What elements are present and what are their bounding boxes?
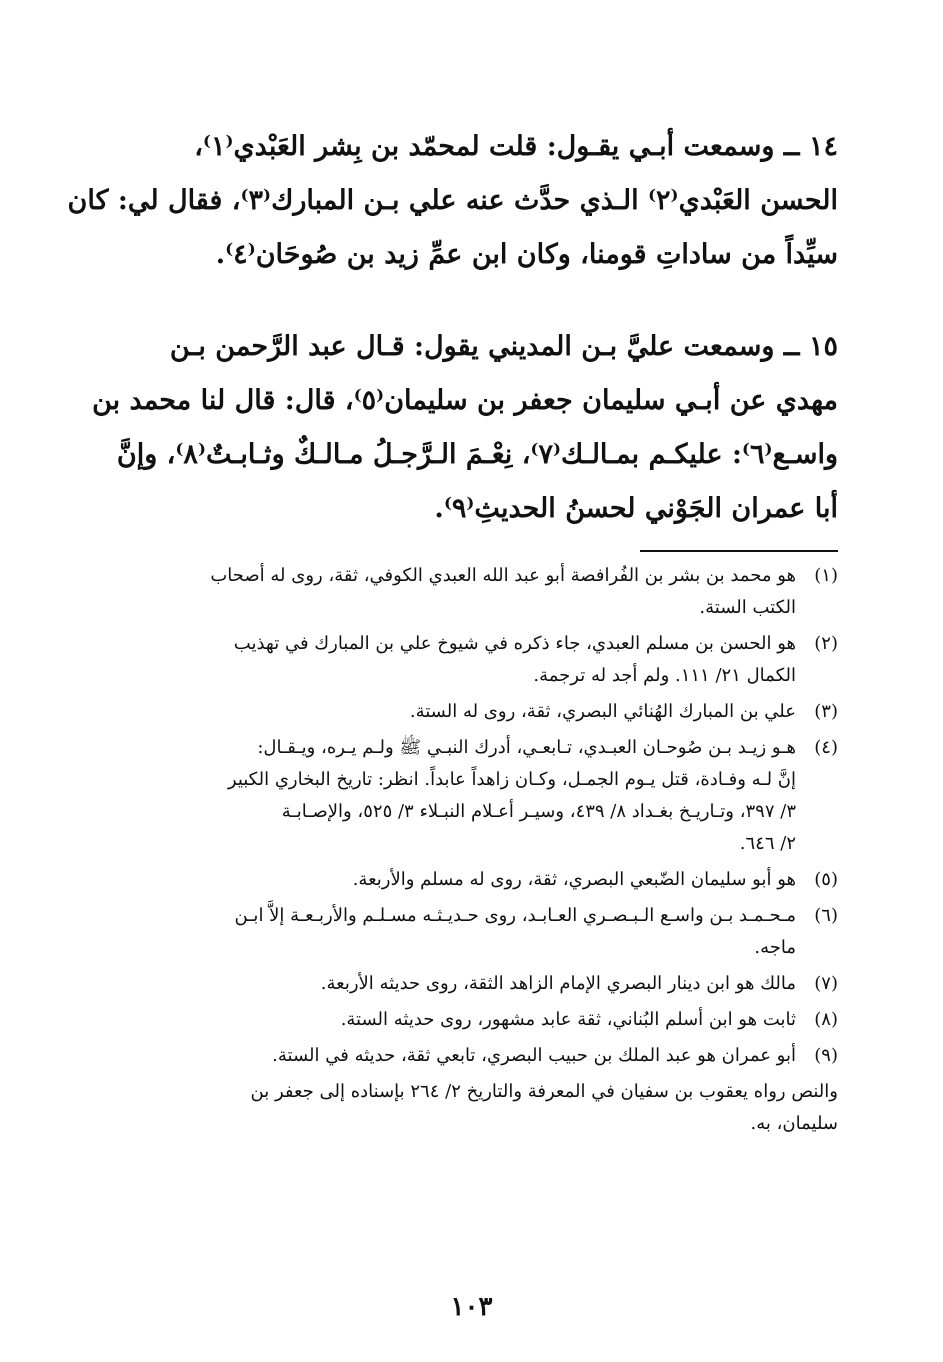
footnote-5 bbox=[108, 864, 838, 896]
footnote-7 bbox=[108, 968, 838, 1000]
closing-note bbox=[108, 1076, 838, 1140]
footnote-number: (٥) bbox=[814, 869, 838, 890]
footnote-body bbox=[108, 968, 796, 1000]
footnote-body bbox=[108, 1040, 796, 1072]
footnote-divider bbox=[640, 550, 838, 552]
footnote-line: علي بن المبارك الهُنائي البصري، ثقة، روى له الستة. bbox=[409, 701, 796, 722]
footnote-line: هو أبو سليمان الضّبعي البصري، ثقة، روى له مسلم والأربعة. bbox=[352, 869, 796, 890]
footnote-line: أبو عمران هو عبد الملك بن حبيب البصري، تابعي ثقة، حديثه في الستة. bbox=[272, 1045, 796, 1066]
footnote-number: (١) bbox=[814, 565, 838, 586]
footnote-4 bbox=[108, 732, 838, 860]
footnote-1 bbox=[108, 560, 838, 624]
paragraph-line: الحسن العَبْدي⁽٢⁾ الـذي حدَّث عنه علي بـن المبارك⁽٣⁾، فقال لي: كان bbox=[67, 185, 838, 216]
footnote-8 bbox=[108, 1004, 838, 1036]
closing-note-line: سليمان، به. bbox=[750, 1113, 838, 1134]
footnote-line: ٢/ ٦٤٦. bbox=[739, 833, 796, 854]
closing-note-line: والنص رواه يعقوب بن سفيان في المعرفة والتاريخ ٢/ ٢٦٤ بإسناده إلى جعفر بن bbox=[250, 1081, 838, 1102]
footnote-line: هو محمد بن بشر بن الفُرافصة أبو عبد الله العبدي الكوفي، ثقة، روى له أصحاب bbox=[210, 565, 796, 586]
footnote-body bbox=[108, 560, 796, 624]
paragraph-line: ١٤ ــ وسمعت أبـي يقـول: قلت لمحمّد بن بِشر العَبْدي⁽١⁾، bbox=[194, 131, 838, 162]
paragraph-line: واسـع⁽٦⁾: عليكـم بمـالـك⁽٧⁾، نِعْـمَ الـرَّجـلُ مـالـكٌ وثـابـتٌ⁽٨⁾، وإنَّ bbox=[116, 439, 838, 470]
footnote-number: (٤) bbox=[814, 737, 838, 758]
footnote-line: الكمال ٢١/ ١١١. ولم أجد له ترجمة. bbox=[533, 665, 796, 686]
footnote-line: إنَّ لـه وفـادة، قتل يـوم الجمـل، وكـان زاهداً عابداً. انظر: تاريخ البخاري الكبير bbox=[227, 769, 796, 790]
footnote-body bbox=[108, 696, 796, 728]
footnote-number: (٨) bbox=[814, 1009, 838, 1030]
footnote-body bbox=[108, 1004, 796, 1036]
footnote-number: (٧) bbox=[814, 973, 838, 994]
footnotes-section bbox=[108, 560, 838, 1144]
footnote-line: ٣/ ٣٩٧، وتـاريـخ بغـداد ٨/ ٤٣٩، وسيـر أعـلام النبـلاء ٣/ ٥٢٥، والإصـابـة bbox=[281, 801, 796, 822]
footnote-3 bbox=[108, 696, 838, 728]
footnote-body bbox=[108, 732, 796, 860]
footnote-number: (٢) bbox=[814, 633, 838, 654]
footnote-line: الكتب الستة. bbox=[699, 597, 796, 618]
paragraph-15 bbox=[92, 320, 838, 536]
footnote-number: (٣) bbox=[814, 701, 838, 722]
footnote-body bbox=[108, 628, 796, 692]
paragraph-line: أبا عمران الجَوْني لحسنُ الحديثِ⁽٩⁾. bbox=[434, 493, 838, 524]
footnote-2 bbox=[108, 628, 838, 692]
paragraph-line: سيِّداً من ساداتِ قومنا، وكان ابن عمِّ زيد بن صُوحَان⁽٤⁾. bbox=[215, 239, 838, 270]
page-number: ١٠٣ bbox=[450, 1292, 493, 1322]
footnote-body bbox=[108, 864, 796, 896]
footnote-line: هو الحسن بن مسلم العبدي، جاء ذكره في شيوخ علي بن المبارك في تهذيب bbox=[233, 633, 796, 654]
closing-note-body bbox=[108, 1076, 838, 1140]
footnote-line: ثابت هو ابن أسلم البُناني، ثقة عابد مشهور، روى حديثه الستة. bbox=[340, 1009, 796, 1030]
paragraph-line: ١٥ ــ وسمعت عليَّ بـن المديني يقول: قـال عبد الرَّحمن بـن bbox=[169, 331, 838, 362]
footnote-line: هـو زيـد بـن صُوحـان العبـدي، تـابعـي، أدرك النبـي ﷺ ولـم يـره، ويـقـال: bbox=[257, 737, 796, 758]
footnote-body bbox=[108, 900, 796, 964]
footnote-number: (٩) bbox=[814, 1045, 838, 1066]
footnote-9 bbox=[108, 1040, 838, 1072]
footnote-line: ماجه. bbox=[754, 937, 796, 958]
footnote-6 bbox=[108, 900, 838, 964]
footnote-line: مـحـمـد بـن واسـع الـبـصـري العـابـد، روى حـديـثـه مسـلـم والأربـعـة إلاَّ ابـن bbox=[234, 905, 796, 926]
paragraph-line: مهدي عن أبـي سليمان جعفر بن سليمان⁽٥⁾، قال: قال لنا محمد بن bbox=[92, 385, 838, 416]
footnote-line: مالك هو ابن دينار البصري الإمام الزاهد الثقة، روى حديثه الأربعة. bbox=[320, 973, 796, 994]
footnote-number: (٦) bbox=[814, 905, 838, 926]
paragraph-14 bbox=[67, 120, 838, 282]
